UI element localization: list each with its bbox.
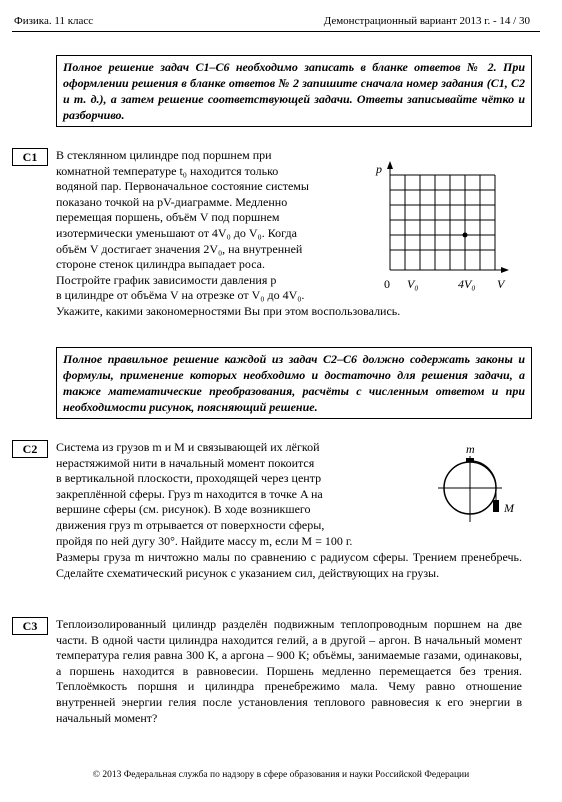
tick-v0-label: V₀ xyxy=(407,277,419,291)
task-c1-text xyxy=(56,148,356,304)
header-variant: Демонстрационный вариант 2013 г. - 14 / 30 xyxy=(323,15,530,27)
task-c1-last-line: Укажите, какими закономерностями Вы при этом воспользовались. xyxy=(56,304,401,318)
c1-line: стороне стенок цилиндра выпадает роса. xyxy=(56,257,265,272)
c1-line: перемещая поршень, объём V под поршнем xyxy=(56,210,280,225)
c2-line: вершине сферы (см. рисунок). В ходе возникшего xyxy=(56,502,311,517)
c1-line: в цилиндре от объёма V на отрезке от V₀ до 4V₀. xyxy=(56,288,305,303)
task-c3-text: Теплоизолированный цилиндр разделён подвижным теплопроводным поршнем на две части. В одной части цилиндра находится гелий, а в другой – аргон. В начальный момент температура гелия равна 300 К, а аргона – 900 К; объёмы, занимаемые газами, одинаковы, а поршень находится в равновесии. Поршень медленно перемещается без трения. Теплоёмкость поршня и цилиндра пренебрежимо мала. Чему равно отношение внутренней энергии гелия после установления теплового равновесия к его энергии в начальный момент? xyxy=(56,617,522,725)
axis-p-label: p xyxy=(376,162,382,176)
header-subject: Физика. 11 класс xyxy=(14,15,94,27)
mass-M-block xyxy=(493,500,499,512)
c2-line: Система из грузов m и M и связывающей их лёгкой xyxy=(56,440,320,454)
c1-line: В стеклянном цилиндре под поршнем при xyxy=(56,148,272,162)
initial-state-point xyxy=(463,233,468,238)
tick-4v0-label: 4V₀ xyxy=(458,277,476,291)
c2-line: в вертикальной плоскости, проходящей через центр xyxy=(56,471,322,486)
mass-m-block xyxy=(466,458,474,462)
c1-line: показано точкой на pV-диаграмме. Медленно xyxy=(56,194,288,209)
label-m: m xyxy=(466,442,475,456)
axis-v-label: V xyxy=(497,277,505,291)
c1-line: Постройте график зависимости давления p xyxy=(56,272,277,287)
task-label-c3: C3 xyxy=(12,617,48,635)
c2-line: нерастяжимой нити в начальный момент покоится xyxy=(56,455,315,470)
c1-line: комнатной температуре t₀ находится только xyxy=(56,163,279,178)
sphere-figure xyxy=(430,442,530,540)
c2-line: закреплённой сферы. Груз m находится в точке A на xyxy=(56,486,323,501)
label-M: M xyxy=(504,501,514,515)
task-c2-tail: Размеры груза m ничтожно малы по сравнению с радиусом сферы. Трением пренебречь. Сделайте схематический рисунок с указанием сил, действующих на грузы. xyxy=(56,550,522,580)
footer-copyright: © 2013 Федеральная служба по надзору в сфере образования и науки Российской Федерации xyxy=(92,770,470,780)
c1-line: изотермически уменьшают от 4V₀ до V₀. Когда xyxy=(56,225,297,240)
task-label-c1: C1 xyxy=(12,148,48,166)
c2-line: движения груз m отрывается от поверхности сферы, xyxy=(56,517,325,532)
header-divider xyxy=(12,31,540,32)
c1-line: объём V достигает значения 2V₀, на внутренней xyxy=(56,241,303,256)
task-label-c2: C2 xyxy=(12,440,48,458)
task-c2-text xyxy=(56,440,408,549)
c2-line: пройдя по ней дугу 30°. Найдите массу m, если M = 100 г. xyxy=(56,533,353,548)
instruction-note-2: Полное правильное решение каждой из задач С2–С6 должно содержать законы и формулы, применение которых необходимо и достаточно для решения задачи, а также математические преобразования, расчёты с численным ответом и при необходимости рисунок, поясняющий решение. xyxy=(56,347,532,419)
axis-origin-label: 0 xyxy=(384,277,390,291)
pv-diagram xyxy=(376,155,520,295)
instruction-note-1: Полное решение задач С1–С6 необходимо записать в бланке ответов № 2. При оформлении решения в бланке ответов № 2 запишите сначала номер задания (С1, С2 и т. д.), а затем решение соответствующей задачи. Ответы записывайте чётко и разборчиво. xyxy=(56,55,532,127)
c1-line: водяной пар. Первоначальное состояние системы xyxy=(56,179,309,194)
